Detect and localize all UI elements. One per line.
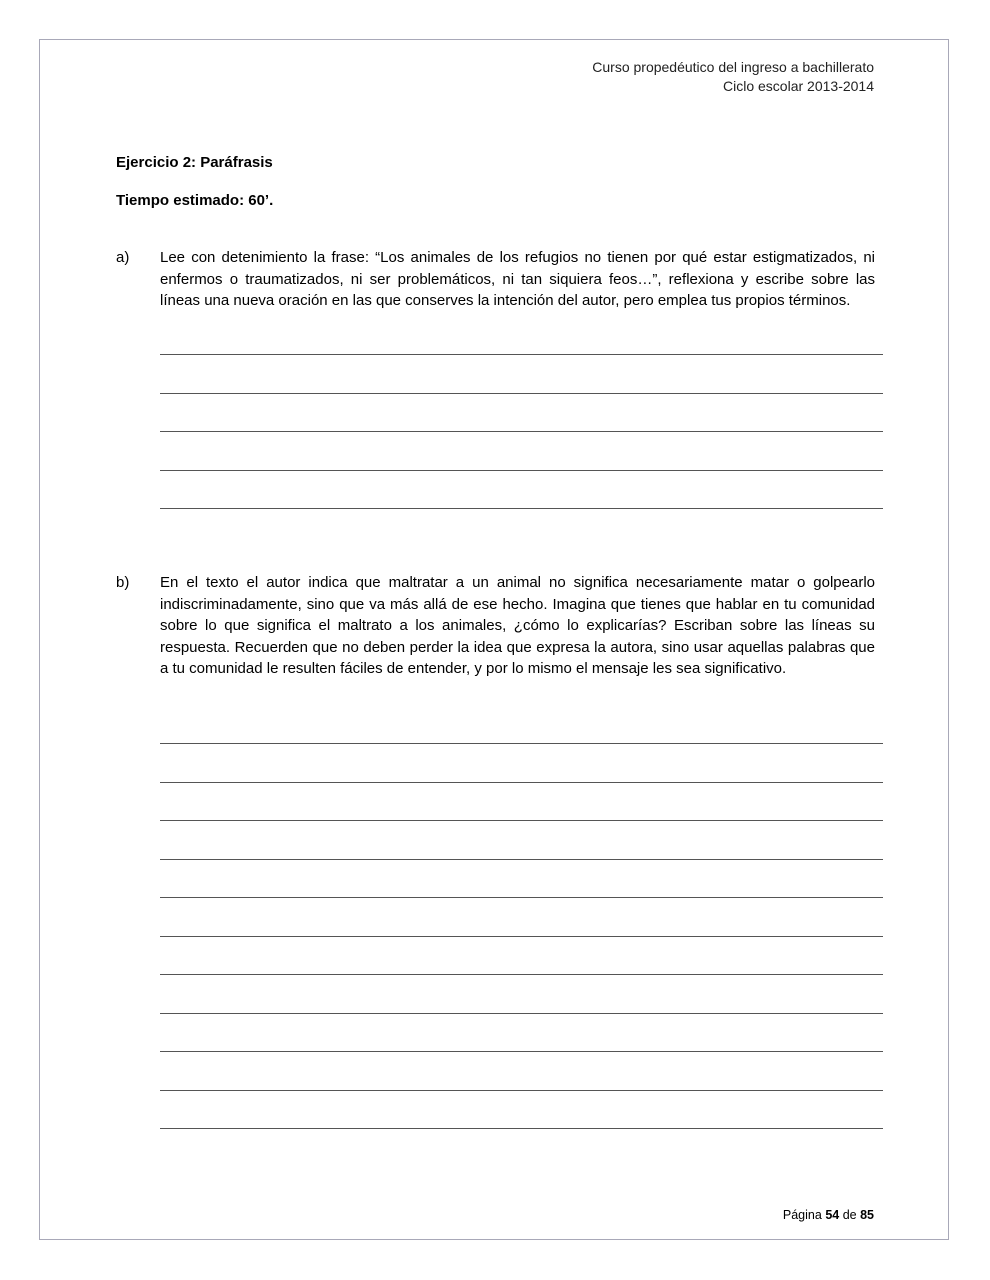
question-a-answer-line[interactable] xyxy=(160,431,883,432)
footer-total-pages: 85 xyxy=(860,1208,874,1222)
question-a-answer-line[interactable] xyxy=(160,470,883,471)
question-a-text: Lee con detenimiento la frase: “Los animales de los refugios no tienen por qué estar estigmatizados, ni enfermos o traumatizados, ni ser problemáticos, ni tan siquiera feos…”, reflexiona y escribe sobre las líneas una nueva oración en las que conserves la intención del autor, pero emplea tus propios términos. xyxy=(160,249,875,309)
question-a-answer-line[interactable] xyxy=(160,393,883,394)
question-b-text: En el texto el autor indica que maltratar a un animal no significa necesariamente matar o golpearlo indiscriminadamente, sino que va más allá de ese hecho. Imagina que tienes que hablar en tu comunidad sobre lo que significa el maltrato a los animales, ¿cómo lo explicarías? Escriban sobre las líneas su respuesta. Recuerden que no deben perder la idea que expresa la autora, sino usar aquellas palabras que a tu comunidad le resulten fáciles de entender, y por lo mismo el mensaje les sea significativo. xyxy=(160,574,875,677)
question-b-answer-line[interactable] xyxy=(160,936,883,937)
document-header xyxy=(592,58,874,96)
question-b-answer-line[interactable] xyxy=(160,1051,883,1052)
exercise-title: Ejercicio 2: Paráfrasis xyxy=(116,154,273,171)
question-a-letter: a) xyxy=(116,249,130,266)
question-b-answer-line[interactable] xyxy=(160,897,883,898)
footer-page-label: Página xyxy=(782,1208,822,1222)
question-b-answer-line[interactable] xyxy=(160,1128,883,1129)
question-b-answer-line[interactable] xyxy=(160,1090,883,1091)
footer-of-label: de xyxy=(842,1208,857,1222)
question-b-answer-line[interactable] xyxy=(160,743,883,744)
question-b-answer-line[interactable] xyxy=(160,859,883,860)
question-b-answer-line[interactable] xyxy=(160,820,883,821)
question-b-letter: b) xyxy=(116,574,130,591)
question-b-answer-line[interactable] xyxy=(160,782,883,783)
question-b-answer-line[interactable] xyxy=(160,1013,883,1014)
page-footer xyxy=(783,1208,874,1222)
question-a-answer-line[interactable] xyxy=(160,508,883,509)
question-a-answer-line[interactable] xyxy=(160,354,883,355)
estimated-time: Tiempo estimado: 60’. xyxy=(116,192,274,209)
header-course-title: Curso propedéutico del ingreso a bachillerato xyxy=(592,59,874,75)
footer-page-number: 54 xyxy=(825,1208,840,1222)
question-b-answer-line[interactable] xyxy=(160,974,883,975)
header-school-year: Ciclo escolar 2013-2014 xyxy=(723,78,874,94)
